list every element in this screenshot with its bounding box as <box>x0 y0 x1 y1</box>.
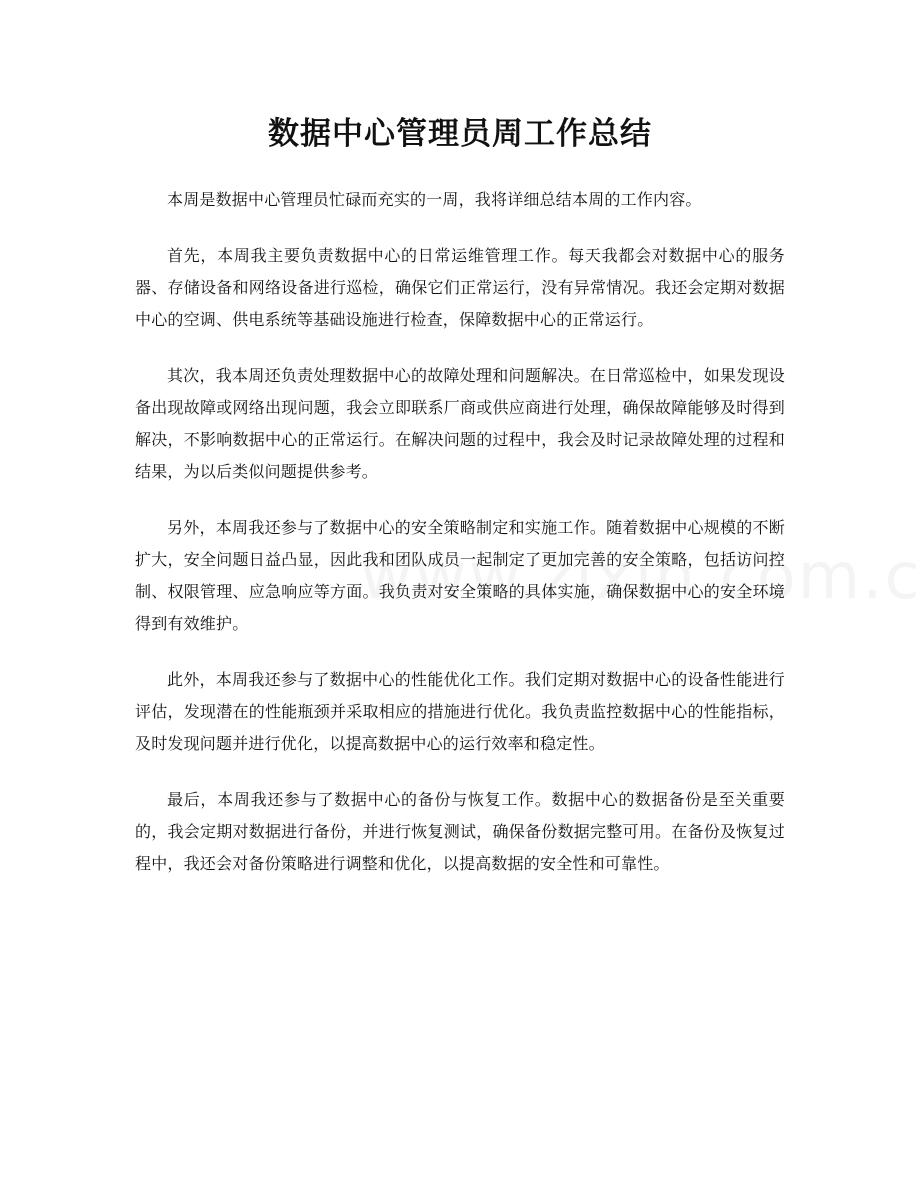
paragraph-operations: 首先，本周我主要负责数据中心的日常运维管理工作。每天我都会对数据中心的服务器、存储设备和网络设备进行巡检，确保它们正常运行，没有异常情况。我还会定期对数据中心的空调、供电系统等基础设施进行检查，保障数据中心的正常运行。 <box>135 246 785 329</box>
document-title: 数据中心管理员周工作总结 <box>268 116 652 152</box>
paragraph-performance: 此外，本周我还参与了数据中心的性能优化工作。我们定期对数据中心的设备性能进行评估，发现潜在的性能瓶颈并采取相应的措施进行优化。我负责监控数据中心的性能指标，及时发现问题并进行优化，以提高数据中心的运行效率和稳定性。 <box>135 670 785 753</box>
paragraph-backup: 最后，本周我还参与了数据中心的备份与恢复工作。数据中心的数据备份是至关重要的，我会定期对数据进行备份，并进行恢复测试，确保备份数据完整可用。在备份及恢复过程中，我还会对备份策略进行调整和优化，以提高数据的安全性和可靠性。 <box>135 790 785 873</box>
document-body <box>135 184 785 904</box>
paragraph-security: 另外，本周我还参与了数据中心的安全策略制定和实施工作。随着数据中心规模的不断扩大，安全问题日益凸显，因此我和团队成员一起制定了更加完善的安全策略，包括访问控制、权限管理、应急响应等方面。我负责对安全策略的具体实施，确保数据中心的安全环境得到有效维护。 <box>135 518 785 633</box>
paragraph-troubleshooting: 其次，我本周还负责处理数据中心的故障处理和问题解决。在日常巡检中，如果发现设备出现故障或网络出现问题，我会立即联系厂商或供应商进行处理，确保故障能够及时得到解决，不影响数据中心的正常运行。在解决问题的过程中，我会及时记录故障处理的过程和结果，为以后类似问题提供参考。 <box>135 366 785 481</box>
paragraph-intro: 本周是数据中心管理员忙碌而充实的一周，我将详细总结本周的工作内容。 <box>167 190 702 209</box>
